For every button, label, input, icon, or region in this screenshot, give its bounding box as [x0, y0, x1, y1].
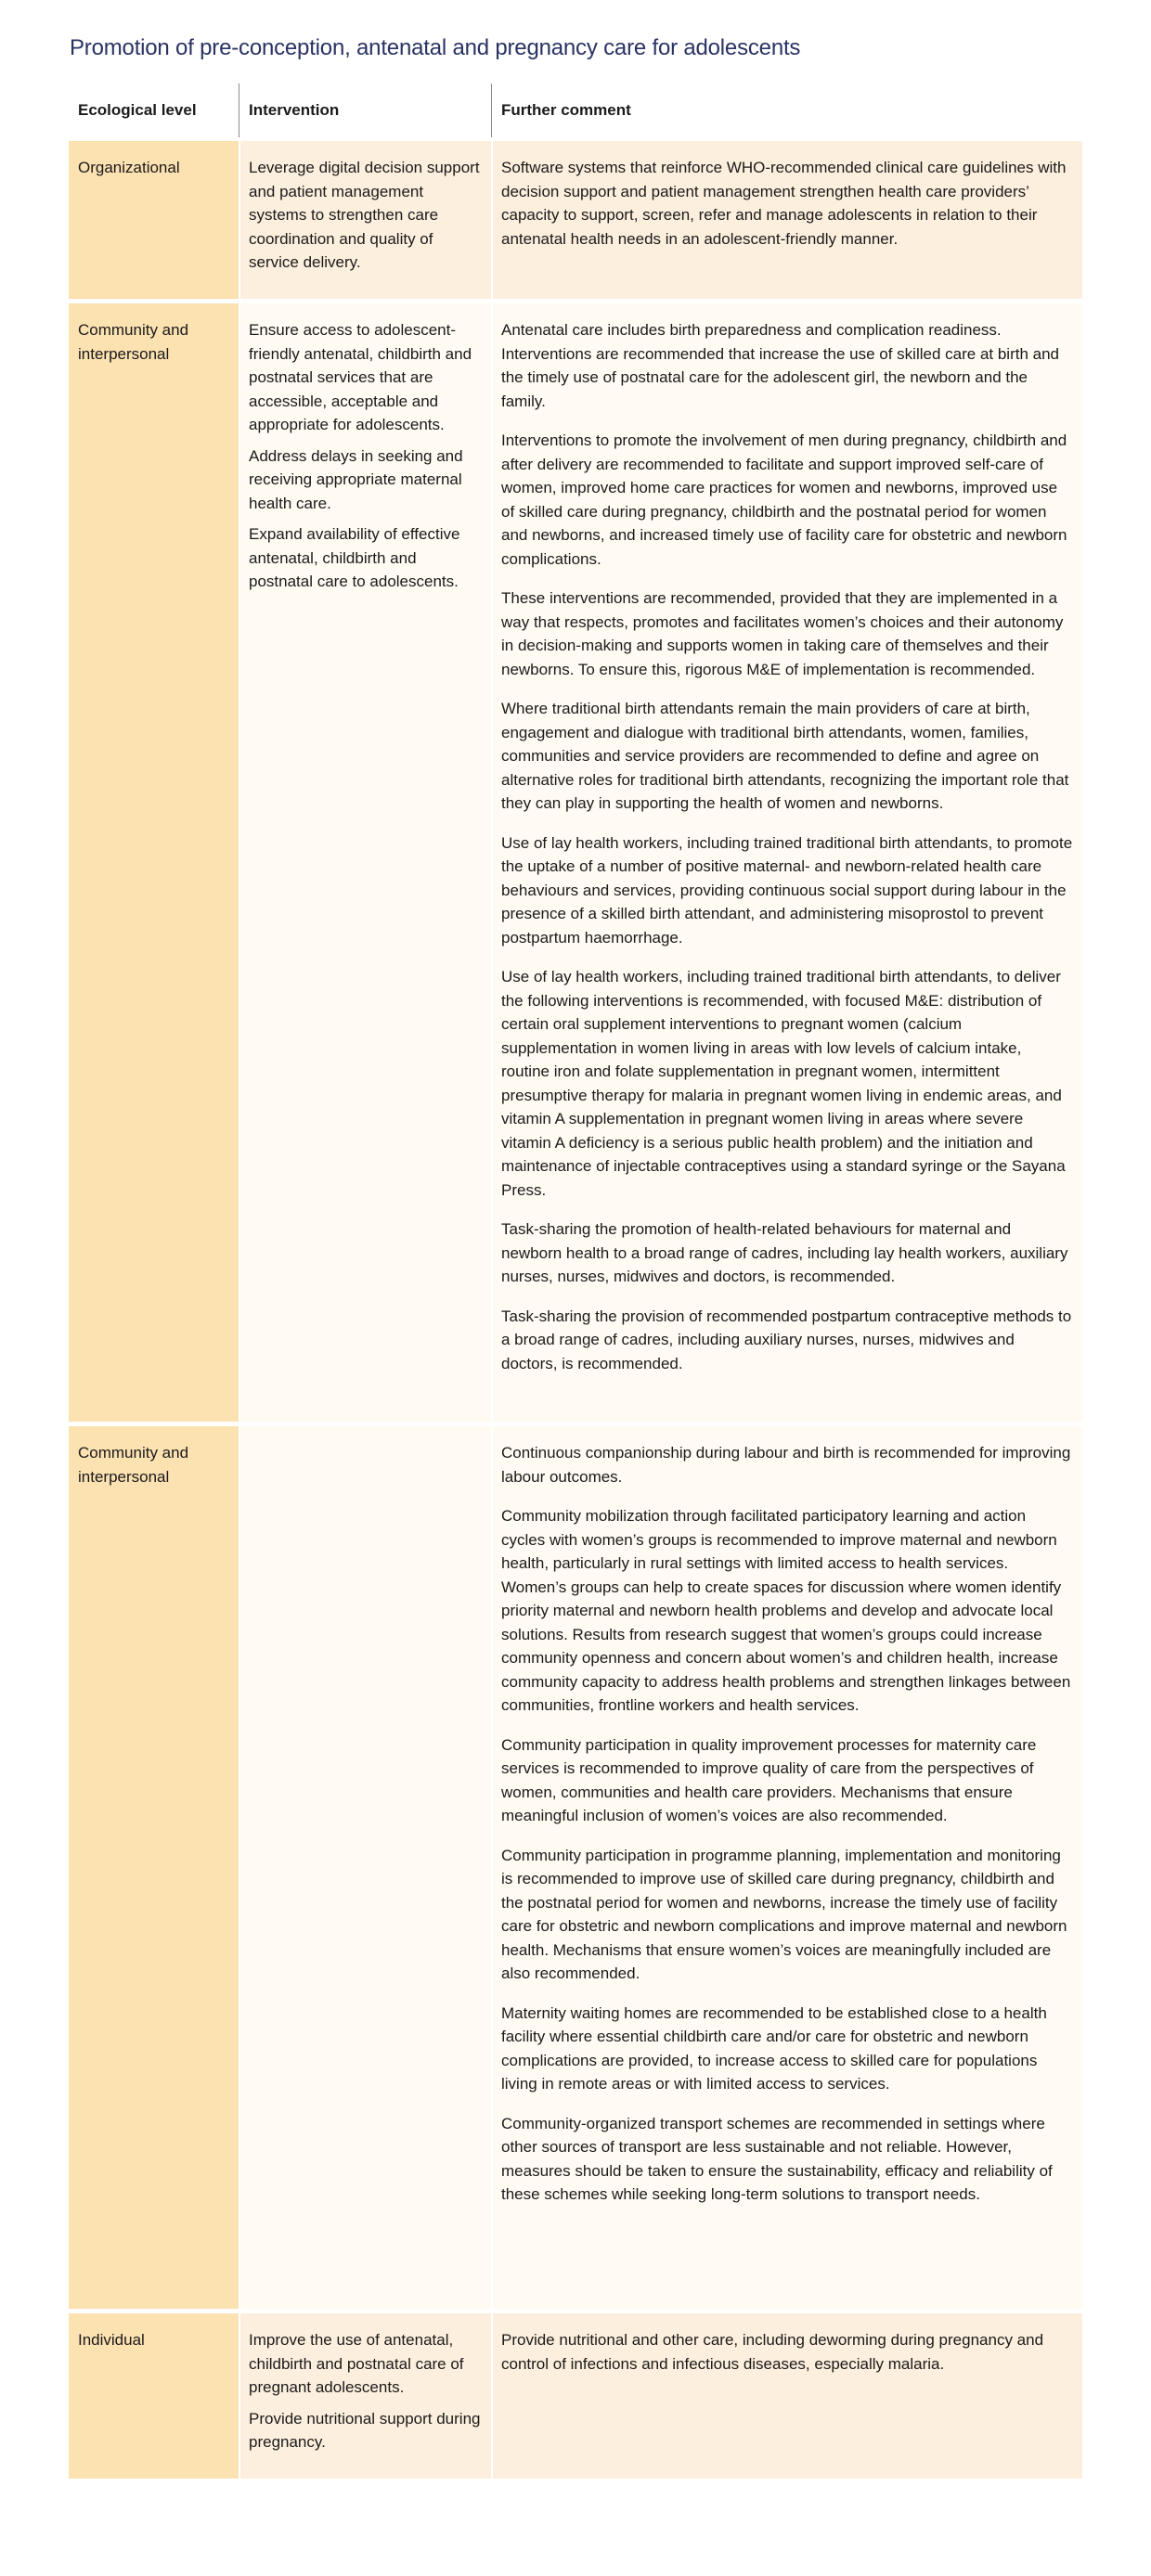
comment-text: Interventions to promote the involvement of men during pregnancy, childbirth and after delivery are recommended to facilitate and support improved self-care of women, improved home care practices for women and newborns, improved use of skilled care during pregnancy, childbirth and the postnatal period for women and newborns, and increased timely use of facility care for obstetric and newborn complications. [501, 431, 1067, 568]
header-further-comment: Further comment [491, 84, 1082, 137]
comment-text: Software systems that reinforce WHO-recommended clinical care guidelines with decision support and patient management strengthen health care providers’ capacity to support, screen, refer and manage adolescents in relation to their antenatal health needs in an adolescent-friendly manner. [501, 159, 1067, 248]
comment-text: Maternity waiting homes are recommended to be established close to a health facility where essential childbirth care and/or care for obstetric and newborn complications are provided, to increase access to skilled care for populations living in remote areas or with limited access to services. [501, 2003, 1047, 2093]
ecological-level-cell: Organizational [69, 141, 239, 299]
table-row [69, 2313, 1082, 2479]
comment-text: Community participation in programme planning, implementation and monitoring is recommended to improve use of skilled care during pregnancy, childbirth and the postnatal period for women and newborns, increase the timely use of facility care for obstetric and newborn complications and improve maternal and newborn health. Mechanisms that ensure women’s voices are meaningfully included are also recommended. [501, 1846, 1067, 1982]
intervention-cell [239, 2313, 491, 2479]
table-row [69, 303, 1082, 1422]
comment-text: Use of lay health workers, including trained traditional birth attendants, to promote the uptake of a number of positive maternal- and newborn-related health care behaviours and services, providing continuous social support during labour in the presence of a skilled birth attendant, and administering misoprostol to prevent postpartum haemorrhage. [501, 833, 1073, 947]
header-intervention: Intervention [239, 84, 491, 137]
comment-text: Use of lay health workers, including trained traditional birth attendants, to deliver the following interventions is recommended, with focused M&E: distribution of certain oral supplement interventions to pregnant women (calcium supplementation in women living in areas with low levels of calcium intake, routine iron and folate supplementation in pregnant women, intermittent presumptive therapy for malaria in pregnant women living in endemic areas, and vitamin A supplementation in pregnant women living in areas where severe vitamin A deficiency is a serious public health problem) and the initiation and maintenance of injectable contraceptives using a standard syringe or the Sayana Press. [501, 968, 1066, 1199]
comment-cell [491, 303, 1082, 1422]
comment-text: Where traditional birth attendants remain the main providers of care at birth, engagement and dialogue with traditional birth attendants, women, families, communities and service providers are recommended to define and agree on alternative roles for traditional birth attendants, recognizing the important role that they can play in supporting the health of women and newborns. [501, 700, 1069, 812]
intervention-text: Ensure access to adolescent-friendly antenatal, childbirth and postnatal services that are accessible, acceptable and appropriate for adolescents. [249, 321, 472, 433]
header-ecological-level: Ecological level [78, 101, 197, 119]
comment-text: These interventions are recommended, provided that they are implemented in a way that respects, promotes and facilitates women’s choices and their autonomy in decision-making and supports women in taking care of themselves and their newborns. To ensure this, rigorous M&E of implementation is recommended. [501, 589, 1064, 678]
comment-text: Community participation in quality improvement processes for maternity care services is recommended to improve quality of care from the perspectives of women, communities and health care providers. Mechanisms that ensure meaningful inclusion of women’s voices are also recommended. [501, 1735, 1037, 1824]
table-row [69, 141, 1082, 299]
intervention-text: Leverage digital decision support and patient management systems to strengthen care coordination and quality of service delivery. [249, 159, 480, 271]
intervention-text: Expand availability of effective antenatal, childbirth and postnatal care to adolescents. [249, 525, 460, 590]
ecological-level-cell: Community and interpersonal [69, 1426, 239, 2309]
interventions-table [69, 84, 1082, 2479]
comment-text: Task-sharing the provision of recommended postpartum contraceptive methods to a broad range of cadres, including auxiliary nurses, nurses, midwives and doctors, is recommended. [501, 1307, 1072, 1372]
ecological-level-cell: Individual [69, 2313, 239, 2479]
intervention-cell [239, 1426, 491, 2309]
page-title: Promotion of pre-conception, antenatal and pregnancy care for adolescents [70, 35, 801, 60]
comment-cell [491, 2313, 1082, 2479]
table-row [69, 1426, 1082, 2309]
comment-text: Antenatal care includes birth preparedness and complication readiness. Interventions are recommended that increase the use of skilled care at birth and the timely use of postnatal care for the adolescent girl, the newborn and the family. [501, 321, 1060, 410]
comment-cell [491, 1426, 1082, 2309]
intervention-text: Address delays in seeking and receiving appropriate maternal health care. [249, 446, 463, 512]
comment-cell [491, 141, 1082, 299]
table-header-row [69, 84, 1082, 137]
intervention-text: Improve the use of antenatal, childbirth and postnatal care of pregnant adolescents. [249, 2331, 464, 2396]
comment-text: Community mobilization through facilitated participatory learning and action cycles with women’s groups is recommended to improve maternal and newborn health, particularly in rural settings with limited access to health services. Women’s groups can help to create spaces for discussion where women identify priority maternal and newborn health problems and develop and advocate local solutions. Results from research suggest that women’s groups could increase community openness and concern about women’s and children health, increase community capacity to address health problems and strengthen linkages between communities, frontline workers and health services. [501, 1507, 1071, 1714]
comment-text: Task-sharing the promotion of health-related behaviours for maternal and newborn health to a broad range of cadres, including lay health workers, auxiliary nurses, nurses, midwives and doctors, is recommended. [501, 1220, 1068, 1285]
ecological-level-cell: Community and interpersonal [69, 303, 239, 1422]
intervention-cell [239, 141, 491, 299]
comment-text: Provide nutritional and other care, including deworming during pregnancy and control of infections and infectious diseases, especially malaria. [501, 2331, 1044, 2373]
comment-text: Continuous companionship during labour and birth is recommended for improving labour outcomes. [501, 1444, 1071, 1486]
intervention-text: Provide nutritional support during pregnancy. [249, 2409, 481, 2451]
comment-text: Community-organized transport schemes are recommended in settings where other sources of transport are less sustainable and not reliable. However, measures should be taken to ensure the sustainability, efficacy and reliability of these schemes while seeking long-term solutions to transport needs. [501, 2114, 1053, 2203]
intervention-cell [239, 303, 491, 1422]
